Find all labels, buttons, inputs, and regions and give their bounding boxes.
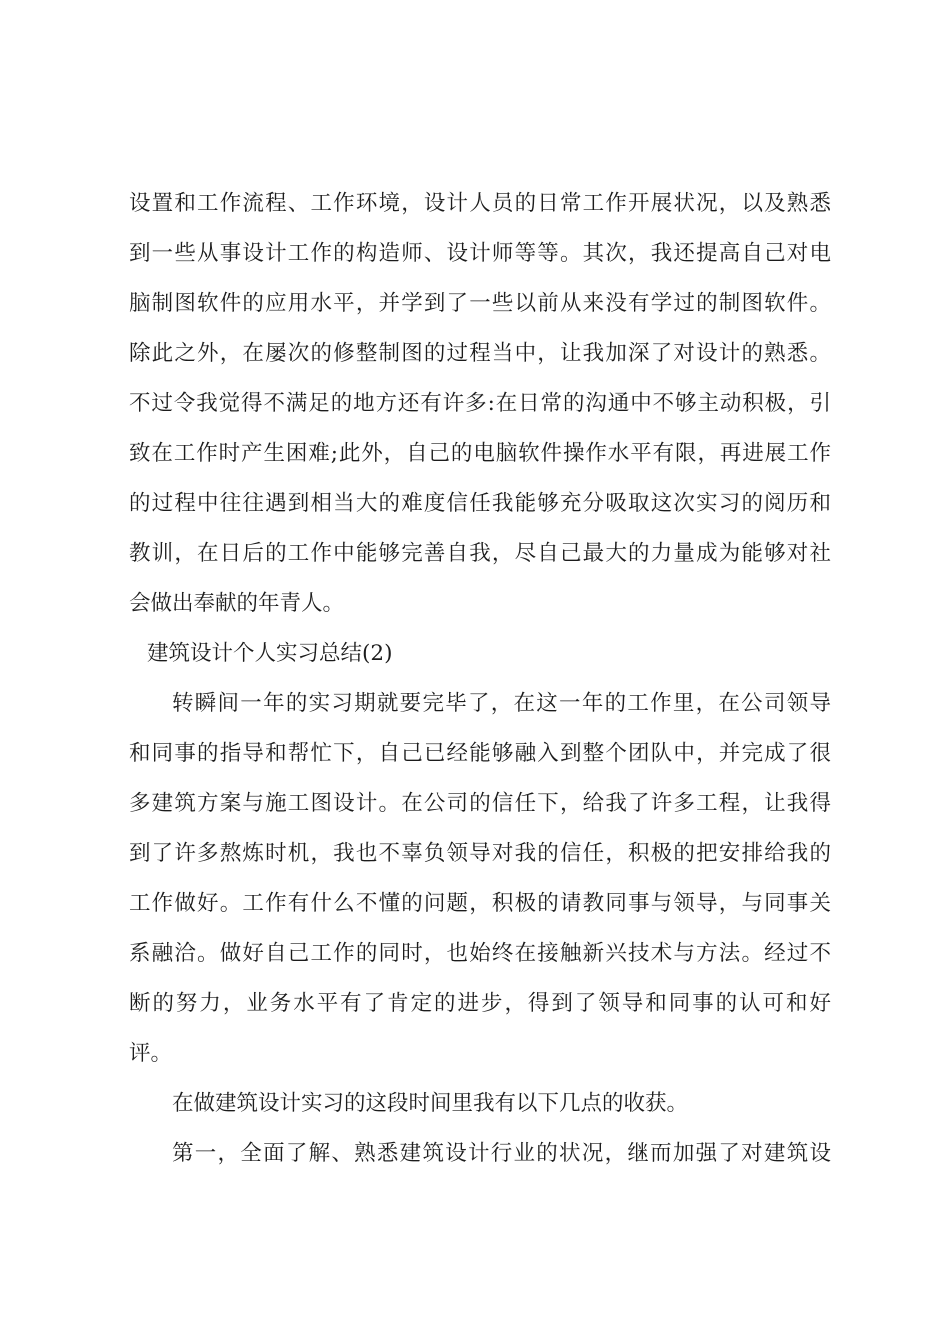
body-text-line: 不过令我觉得不满足的地方还有许多:在日常的沟通中不够主动积极，引 xyxy=(129,391,831,416)
body-text-line: 到一些从事设计工作的构造师、设计师等等。其次，我还提高自己对电 xyxy=(129,241,831,266)
paragraph-first-line: 转瞬间一年的实习期就要完毕了，在这一年的工作里，在公司领导 xyxy=(172,691,831,716)
body-text-line: 系融洽。做好自己工作的同时，也始终在接触新兴技术与方法。经过不 xyxy=(129,941,831,966)
section-heading: 建筑设计个人实习总结(2) xyxy=(147,641,393,666)
body-text-line: 教训，在日后的工作中能够完善自我，尽自己最大的力量成为能够对社 xyxy=(129,541,831,566)
body-text-line: 断的努力，业务水平有了肯定的进步，得到了领导和同事的认可和好 xyxy=(129,991,831,1016)
body-text-line: 致在工作时产生困难;此外，自己的电脑软件操作水平有限，再进展工作 xyxy=(129,441,831,466)
paragraph-first-line: 第一，全面了解、熟悉建筑设计行业的状况，继而加强了对建筑设 xyxy=(172,1141,831,1166)
body-text-line: 的过程中往往遇到相当大的难度信任我能够充分吸取这次实习的阅历和 xyxy=(129,491,831,516)
body-text-line: 工作做好。工作有什么不懂的问题，积极的请教同事与领导，与同事关 xyxy=(129,891,831,916)
body-text-line: 评。 xyxy=(129,1041,173,1066)
body-text-line: 和同事的指导和帮忙下，自己已经能够融入到整个团队中，并完成了很 xyxy=(129,741,831,766)
body-text-line: 脑制图软件的应用水平，并学到了一些以前从来没有学过的制图软件。 xyxy=(129,291,831,316)
body-text-line: 到了许多熬炼时机，我也不辜负领导对我的信任，积极的把安排给我的 xyxy=(129,841,831,866)
body-text-line: 设置和工作流程、工作环境，设计人员的日常工作开展状况，以及熟悉 xyxy=(129,191,831,216)
body-text-line: 除此之外，在屡次的修整制图的过程当中，让我加深了对设计的熟悉。 xyxy=(129,341,831,366)
paragraph-first-line: 在做建筑设计实习的这段时间里我有以下几点的收获。 xyxy=(172,1091,689,1116)
body-text-line: 多建筑方案与施工图设计。在公司的信任下，给我了许多工程，让我得 xyxy=(129,791,831,816)
body-text-line: 会做出奉献的年青人。 xyxy=(129,591,345,616)
